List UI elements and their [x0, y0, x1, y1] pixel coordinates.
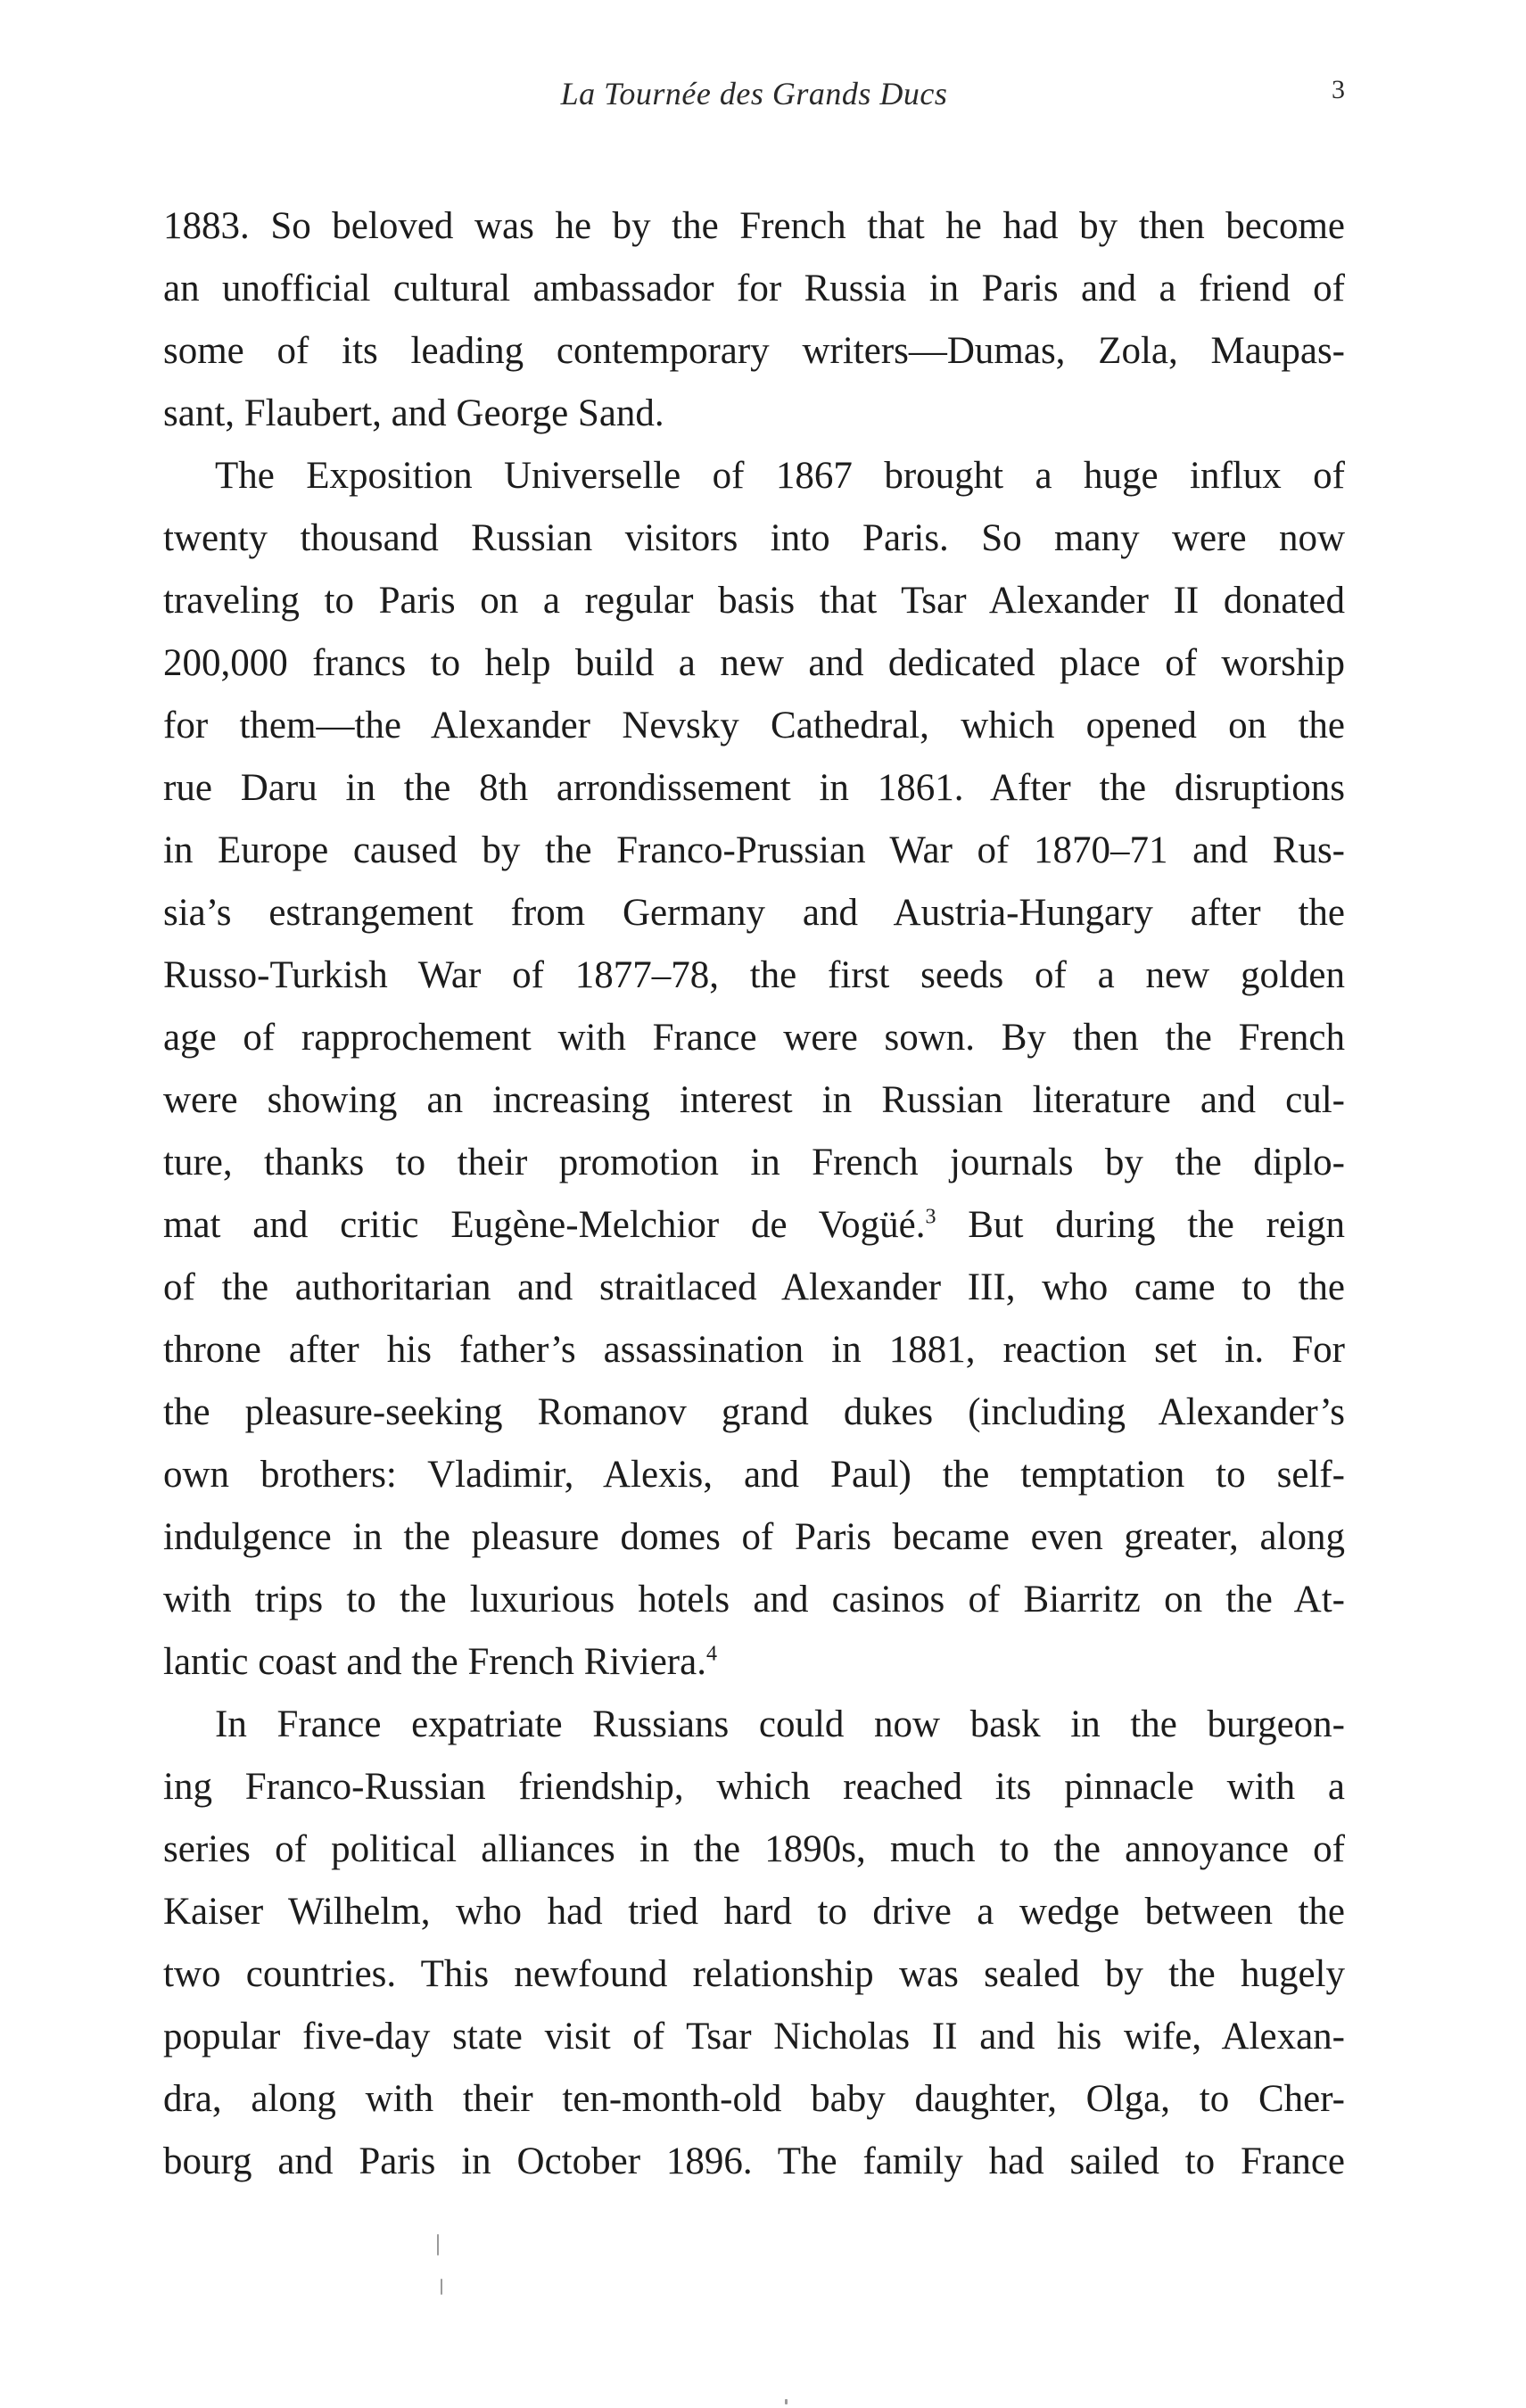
text-line: sia’s estrangement from Germany and Austria-Hungary after the: [163, 892, 1345, 934]
text-line: twenty thousand Russian visitors into Paris. So many were now: [163, 517, 1345, 559]
text-line: ture, thanks to their promotion in French journals by the diplo-: [163, 1142, 1345, 1183]
text-line: traveling to Paris on a regular basis that Tsar Alexander II donated: [163, 580, 1345, 622]
text-line: indulgence in the pleasure domes of Paris became even greater, along: [163, 1516, 1345, 1558]
scan-speck: [441, 2279, 442, 2295]
footnote-line-text: lantic coast and the French Riviera.: [163, 1641, 706, 1683]
text-line: an unofficial cultural ambassador for Russia in Paris and a friend of: [163, 268, 1345, 309]
text-line: series of political alliances in the 1890s, much to the annoyance of: [163, 1828, 1345, 1870]
text-line: some of its leading contemporary writers—Dumas, Zola, Maupas-: [163, 330, 1345, 372]
text-line: 200,000 francs to help build a new and dedicated place of worship: [163, 642, 1345, 684]
body-text: [163, 195, 1345, 2193]
text-line: the pleasure-seeking Romanov grand dukes (including Alexander’s: [163, 1391, 1345, 1433]
page-number: 3: [1332, 75, 1345, 104]
text-line: age of rapprochement with France were sown. By then the French: [163, 1017, 1345, 1059]
text-line: In France expatriate Russians could now bask in the burgeon-: [215, 1703, 1345, 1745]
text-line: in Europe caused by the Franco-Prussian War of 1870–71 and Rus-: [163, 829, 1345, 871]
text-line: Russo-Turkish War of 1877–78, the first seeds of a new golden: [163, 954, 1345, 996]
text-line: popular five-day state visit of Tsar Nicholas II and his wife, Alexan-: [163, 2016, 1345, 2058]
text-line: ing Franco-Russian friendship, which reached its pinnacle with a: [163, 1766, 1345, 1808]
text-line-with-footnote: [163, 1631, 1345, 1694]
footnote-line-text: mat and critic Eugène-Melchior de Vogüé.: [163, 1204, 926, 1246]
text-line: throne after his father’s assassination in 1881, reaction set in. For: [163, 1329, 1345, 1371]
running-title: La Tournée des Grands Ducs: [560, 76, 948, 111]
text-line: sant, Flaubert, and George Sand.: [163, 392, 664, 434]
text-line: The Exposition Universelle of 1867 brought a huge influx of: [215, 455, 1345, 497]
running-head: [163, 75, 1345, 118]
footnote-line-continuation: But during the reign: [968, 1204, 1345, 1246]
scan-speck: [437, 2234, 439, 2255]
text-line: Kaiser Wilhelm, who had tried hard to drive a wedge between the: [163, 1891, 1345, 1933]
text-line: bourg and Paris in October 1896. The family had sailed to France: [163, 2140, 1345, 2182]
text-line: were showing an increasing interest in Russian literature and cul-: [163, 1079, 1345, 1121]
text-line-with-footnote: [163, 1194, 1345, 1257]
footnote-marker-3[interactable]: 3: [925, 1205, 936, 1229]
text-line: of the authoritarian and straitlaced Alexander III, who came to the: [163, 1266, 1345, 1308]
text-line: 1883. So beloved was he by the French that he had by then become: [163, 205, 1345, 247]
text-line: for them—the Alexander Nevsky Cathedral, which opened on the: [163, 705, 1345, 746]
footnote-marker-4[interactable]: 4: [705, 1642, 717, 1666]
text-line: rue Daru in the 8th arrondissement in 1861. After the disruptions: [163, 767, 1345, 809]
text-line: own brothers: Vladimir, Alexis, and Paul) the temptation to self-: [163, 1454, 1345, 1496]
text-line: with trips to the luxurious hotels and casinos of Biarritz on the At-: [163, 1579, 1345, 1620]
text-line: dra, along with their ten-month-old baby daughter, Olga, to Cher-: [163, 2078, 1345, 2120]
text-line: two countries. This newfound relationship was sealed by the hugely: [163, 1953, 1345, 1995]
scan-speck: [785, 2399, 788, 2404]
